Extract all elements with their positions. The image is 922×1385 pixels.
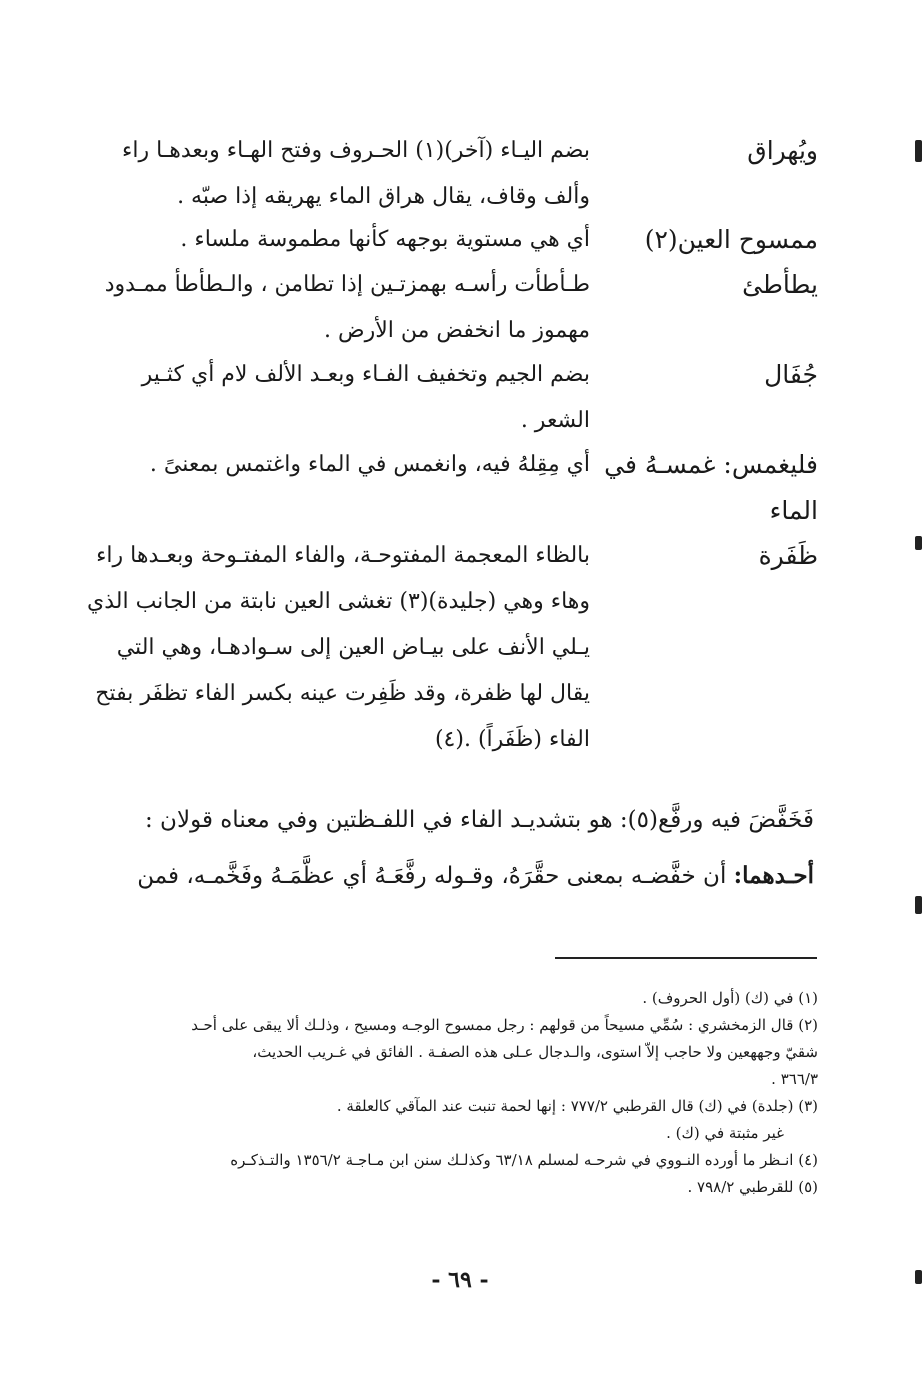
footnote-line: (٢) قال الزمخشري : سُمِّي مسيحاً من قولهم : رجل ممسوح الوجـه ومسيح ، وذلـك ألا يبقى على أحـد <box>191 1016 818 1034</box>
definition-line: بالظاء المعجمة المفتوحـة، والفاء المفتـوحة وبعـدها راء <box>96 543 590 568</box>
definition-line: أي مِقِلهُ فيه، وانغمس في الماء واغتمس بمعنىً . <box>149 452 590 477</box>
definition-line: وألف وقاف، يقال هراق الماء يهريقه إذا صبّه . <box>177 184 590 209</box>
definition-line: مهموز ما انخفض من الأرض . <box>323 318 590 343</box>
definition-line: بضم الجيم وتخفيف الفـاء وبعـد الألف لام أي كثـير <box>141 362 590 387</box>
entry-definition <box>128 442 590 488</box>
entry-definition <box>128 352 590 444</box>
definition-line: يـلي الأنف على بيـاض العين إلى سـوادهـا، وهي التي <box>116 635 590 660</box>
scan-edge-mark <box>915 536 922 550</box>
definition-line: يقال لها ظفرة، وقد ظَفِرت عينه بكسر الفاء تظفَر بفتح <box>95 681 590 706</box>
definition-line: الشعر . <box>520 408 590 433</box>
term-line: الماء <box>769 496 818 525</box>
entry-term <box>618 128 818 174</box>
footnote-line: ٣٦٦/٣ . <box>771 1070 818 1088</box>
footnote-separator <box>555 957 817 959</box>
scan-edge-mark <box>915 140 922 162</box>
entry-term <box>618 217 818 263</box>
paragraph-line <box>128 848 814 904</box>
entry-definition <box>104 262 590 354</box>
entry-term <box>604 442 818 534</box>
footnote-line: (١) في (ك) (أول الحروف) . <box>642 989 818 1007</box>
footnote-line: (٥) للقرطبي ٧٩٨/٢ . <box>687 1178 818 1196</box>
term-line: ممسوح العين(٢) <box>644 225 818 254</box>
entry-term <box>618 533 818 579</box>
term-line: فليغمس: غمسـهُ في <box>604 450 818 479</box>
entry-term <box>618 262 818 308</box>
footnote-line: (٣) (جلدة) في (ك) قال القرطبي ٧٧٧/٢ : إنها لحمة تنبت عند المآقي كالعلقة . <box>336 1097 818 1115</box>
footnotes <box>128 985 818 1201</box>
footnote-line: (٤) انـظر ما أورده النـووي في شرحـه لمسلم ٦٣/١٨ وكذلـك سنن ابن مـاجـة ١٣٥٦/٢ والتـذكـره <box>230 1151 818 1169</box>
body-paragraph <box>128 792 814 904</box>
scan-edge-mark <box>915 896 922 914</box>
definition-line: الفاء (ظَفَراً) .(٤) <box>434 727 590 752</box>
definition-line: بضم اليـاء (آخر)(١) الحـروف وفتح الهـاء وبعدهـا راء <box>122 138 590 163</box>
footnote-line: شقيّ وجههعين ولا حاجب إلاّ استوى، والـدجال عـلى هذه الصفـة . الفائق في غـريب الحديث، <box>252 1043 818 1061</box>
definition-line: طـأطأت رأسـه بهمزتـين إذا تطامن ، والـطأطأ ممـدود <box>104 272 590 297</box>
definition-line: وهاء وهي (جليدة)(٣) تغشى العين نابتة من الجانب الذي <box>87 589 590 614</box>
entry-term <box>618 352 818 398</box>
paragraph-line: فَخَفَّضَ فيه ورفَّع(٥): هو بتشديـد الفاء في اللفـظتين وفي معناه قولان : <box>145 807 814 833</box>
paragraph-line-rest: أن خفَّضـه بمعنى حقَّرَهُ، وقـوله رفَّعَـهُ أي عظَّمَـهُ وفَخَّمـه، فمن <box>137 863 734 889</box>
scan-edge-mark <box>915 1270 922 1284</box>
entry-definition <box>87 533 590 763</box>
term-line: يطأطئ <box>742 270 818 299</box>
paragraph-lead-bold: أحـدهما: <box>733 862 814 889</box>
entry-definition <box>128 217 590 263</box>
footnote-line: غير مثبتة في (ك) . <box>666 1124 784 1142</box>
page-number: - ٦٩ - <box>431 1267 489 1293</box>
term-line: ظَفَرة <box>758 541 818 570</box>
term-line: جُفَال <box>764 360 818 389</box>
definition-line: أي هي مستوية بوجهه كأنها مطموسة ملساء . <box>180 227 590 252</box>
term-line: ويُهراق <box>747 136 818 165</box>
entry-definition <box>122 128 590 220</box>
